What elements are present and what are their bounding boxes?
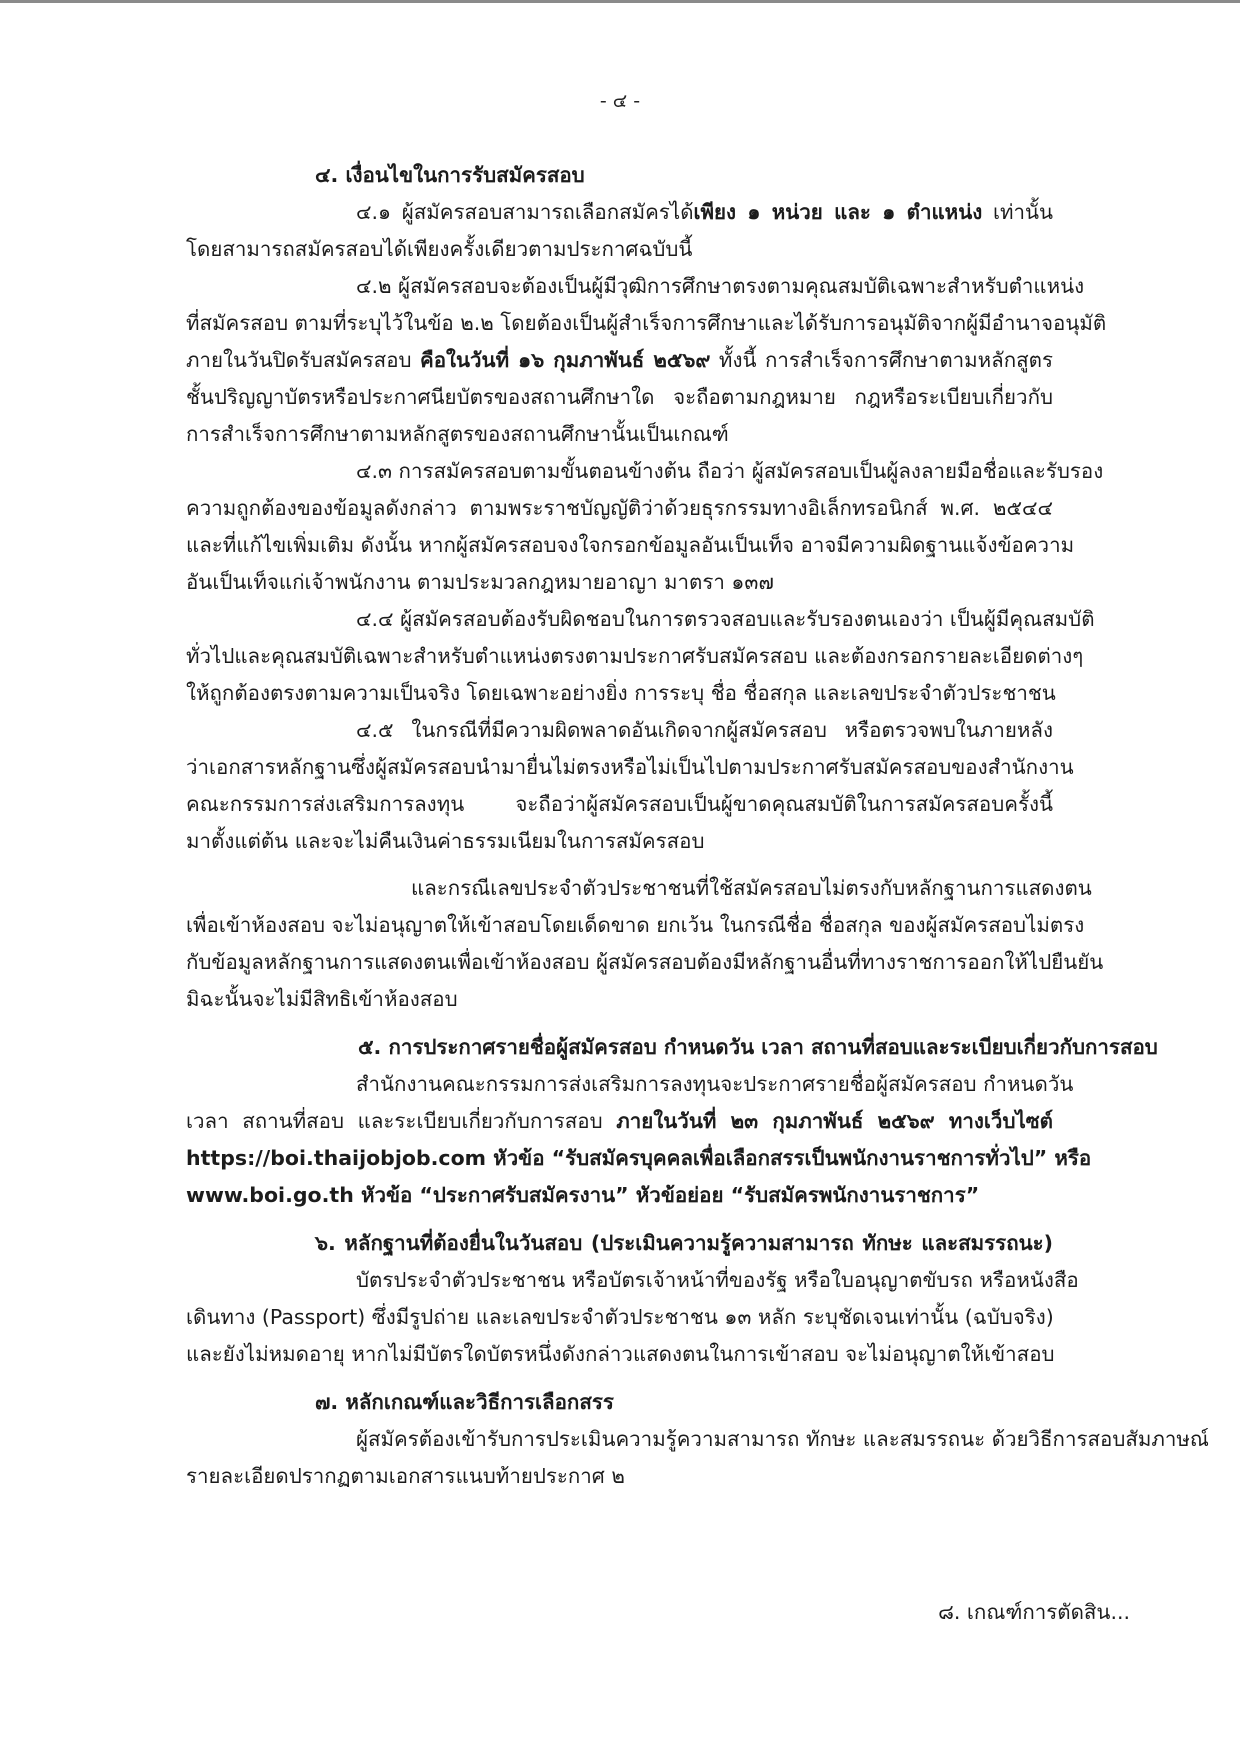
s4-paragraph-4-line: ทั่วไปและคุณสมบัติเฉพาะสำหรับตำแหน่งตรงตามประกาศรับสมัครสอบ และต้องกรอกรายละเอียดต่างๆ: [186, 644, 1084, 668]
s6-paragraph-line: และยังไม่หมดอายุ หากไม่มีบัตรใดบัตรหนึ่งดังกล่าวแสดงตนในการเข้าสอบ จะไม่อนุญาตให้เข้าสอบ: [186, 1342, 1055, 1366]
emphasis-text: ภายในวันที่ ๒๓ กุมภาพันธ์ ๒๕๖๙ ทางเว็บไซต์: [616, 1109, 1053, 1133]
s5-paragraph-line: https://boi.thaijobjob.com หัวข้อ “รับสมัครบุคคลเพื่อเลือกสรรเป็นพนักงานราชการทั่วไป” หรือ: [186, 1146, 1092, 1170]
s4-paragraph-3-line: อันเป็นเท็จแก่เจ้าพนักงาน ตามประมวลกฎหมายอาญา มาตรา ๑๓๗: [186, 570, 774, 594]
scan-edge-line: [0, 0, 1240, 3]
s6-paragraph-line: เดินทาง (Passport) ซึ่งมีรูปถ่าย และเลขประจำตัวประชาชน ๑๓ หลัก ระบุชัดเจนเท่านั้น (ฉบับจริง): [186, 1305, 1054, 1329]
s4-paragraph-5-line: คณะกรรมการส่งเสริมการลงทุน จะถือว่าผู้สมัครสอบเป็นผู้ขาดคุณสมบัติในการสมัครสอบครั้งนี้: [186, 792, 1053, 816]
s5-paragraph-line: www.boi.go.th หัวข้อ “ประกาศรับสมัครงาน” หัวข้อย่อย “รับสมัครพนักงานราชการ”: [186, 1183, 980, 1207]
s5-paragraph-line: [186, 1103, 1053, 1140]
text: เวลา สถานที่สอบ และระเบียบเกี่ยวกับการสอบ: [186, 1109, 617, 1133]
s4-paragraph-3-line: ความถูกต้องของข้อมูลดังกล่าว ตามพระราชบัญญัติว่าด้วยธุรกรรมทางอิเล็กทรอนิกส์ พ.ศ. ๒๕๔๔: [186, 496, 1053, 520]
s6-paragraph: บัตรประจำตัวประชาชน หรือบัตรเจ้าหน้าที่ของรัฐ หรือใบอนุญาตขับรถ หรือหนังสือ: [356, 1268, 1079, 1292]
text: เท่านั้น: [982, 200, 1054, 224]
s4-paragraph-6: และกรณีเลขประจำตัวประชาชนที่ใช้สมัครสอบไม่ตรงกับหลักฐานการแสดงตน: [411, 876, 1092, 900]
section-6-heading: ๖. หลักฐานที่ต้องยื่นในวันสอบ (ประเมินความรู้ความสามารถ ทักษะ และสมรรถนะ): [315, 1231, 1053, 1255]
s4-paragraph-1-line: โดยสามารถสมัครสอบได้เพียงครั้งเดียวตามประกาศฉบับนี้: [186, 237, 693, 261]
s4-paragraph-3: ๔.๓ การสมัครสอบตามขั้นตอนข้างต้น ถือว่า ผู้สมัครสอบเป็นผู้ลงลายมือชื่อและรับรอง: [356, 459, 1104, 483]
s4-paragraph-5-line: ว่าเอกสารหลักฐานซึ่งผู้สมัครสอบนำมายื่นไม่ตรงหรือไม่เป็นไปตามประกาศรับสมัครสอบของสำนักงาน: [186, 755, 1074, 779]
s5-paragraph: สำนักงานคณะกรรมการส่งเสริมการลงทุนจะประกาศรายชื่อผู้สมัครสอบ กำหนดวัน: [356, 1072, 1074, 1096]
s4-paragraph-3-line: และที่แก้ไขเพิ่มเติม ดังนั้น หากผู้สมัครสอบจงใจกรอกข้อมูลอันเป็นเท็จ อาจมีความผิดฐานแจ้งข้อความ: [186, 533, 1075, 557]
s4-paragraph-2-line: ที่สมัครสอบ ตามที่ระบุไว้ในข้อ ๒.๒ โดยต้องเป็นผู้สำเร็จการศึกษาและได้รับการอนุมัติจากผู้มีอำนาจอนุมัติ: [186, 311, 1107, 335]
emphasis-text: คือในวันที่ ๑๖ กุมภาพันธ์ ๒๕๖๙: [420, 348, 711, 372]
s4-paragraph-1: [356, 194, 1053, 231]
s4-paragraph-2-line: การสำเร็จการศึกษาตามหลักสูตรของสถานศึกษานั้นเป็นเกณฑ์: [186, 422, 729, 446]
s4-paragraph-4-line: ให้ถูกต้องตรงตามความเป็นจริง โดยเฉพาะอย่างยิ่ง การระบุ ชื่อ ชื่อสกุล และเลขประจำตัวประชาชน: [186, 681, 1056, 705]
page-number: - ๔ -: [599, 90, 641, 112]
s4-paragraph-6-line: มิฉะนั้นจะไม่มีสิทธิเข้าห้องสอบ: [186, 987, 458, 1011]
section-4-heading: ๔. เงื่อนไขในการรับสมัครสอบ: [315, 163, 585, 187]
s4-paragraph-6-line: เพื่อเข้าห้องสอบ จะไม่อนุญาตให้เข้าสอบโดยเด็ดขาด ยกเว้น ในกรณีชื่อ ชื่อสกุล ของผู้สมัครสอบไม่ตรง: [186, 913, 1085, 937]
s4-paragraph-6-line: กับข้อมูลหลักฐานการแสดงตนเพื่อเข้าห้องสอบ ผู้สมัครสอบต้องมีหลักฐานอื่นที่ทางราชการออกให้ไปยืนยัน: [186, 950, 1104, 974]
section-5-heading: ๕. การประกาศรายชื่อผู้สมัครสอบ กำหนดวัน เวลา สถานที่สอบและระเบียบเกี่ยวกับการสอบ: [358, 1035, 1158, 1059]
s7-paragraph-line: รายละเอียดปรากฏตามเอกสารแนบท้ายประกาศ ๒: [186, 1464, 625, 1488]
s4-paragraph-2-line: [186, 342, 1053, 379]
s4-paragraph-4: ๔.๔ ผู้สมัครสอบต้องรับผิดชอบในการตรวจสอบและรับรองตนเองว่า เป็นผู้มีคุณสมบัติ: [356, 607, 1095, 631]
emphasis-text: เพียง ๑ หน่วย และ ๑ ตำแหน่ง: [693, 200, 983, 224]
section-7-heading: ๗. หลักเกณฑ์และวิธีการเลือกสรร: [315, 1390, 614, 1414]
continuation-text: ๘. เกณฑ์การตัดสิน...: [938, 1600, 1130, 1624]
s4-paragraph-5-line: มาตั้งแต่ต้น และจะไม่คืนเงินค่าธรรมเนียมในการสมัครสอบ: [186, 829, 705, 853]
s4-paragraph-5: ๔.๕ ในกรณีที่มีความผิดพลาดอันเกิดจากผู้สมัครสอบ หรือตรวจพบในภายหลัง: [356, 718, 1053, 742]
s4-paragraph-2: ๔.๒ ผู้สมัครสอบจะต้องเป็นผู้มีวุฒิการศึกษาตรงตามคุณสมบัติเฉพาะสำหรับตำแหน่ง: [356, 274, 1085, 298]
text: ทั้งนี้ การสำเร็จการศึกษาตามหลักสูตร: [710, 348, 1053, 372]
s7-paragraph: ผู้สมัครต้องเข้ารับการประเมินความรู้ความสามารถ ทักษะ และสมรรถนะ ด้วยวิธีการสอบสัมภาษณ์: [356, 1427, 1209, 1451]
s4-paragraph-2-line: ชั้นปริญญาบัตรหรือประกาศนียบัตรของสถานศึกษาใด จะถือตามกฎหมาย กฎหรือระเบียบเกี่ยวกับ: [186, 385, 1053, 409]
text: ภายในวันปิดรับสมัครสอบ: [186, 348, 420, 372]
text: ๔.๑ ผู้สมัครสอบสามารถเลือกสมัครได้: [356, 200, 694, 224]
